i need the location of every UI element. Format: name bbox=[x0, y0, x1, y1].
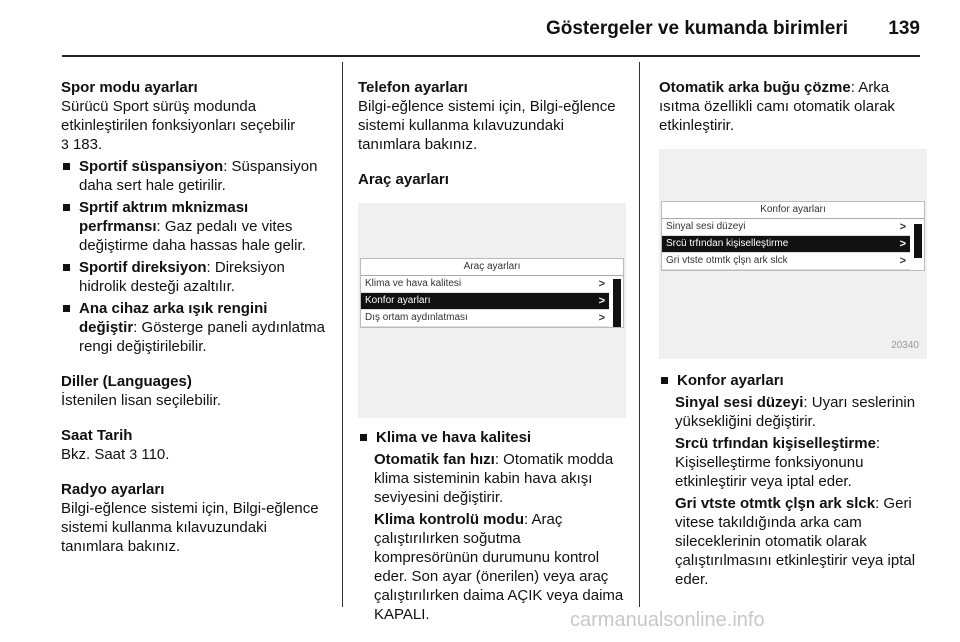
bullet-item: Sportif süspansiyon: Süspansiyon daha sert hale getirilir. bbox=[61, 157, 326, 195]
section-title: Saat Tarih bbox=[61, 427, 133, 444]
menu-item[interactable]: Dış ortam aydınlatması > bbox=[361, 310, 609, 327]
column-middle bbox=[358, 78, 626, 624]
section-text: Otomatik arka buğu çözme: Arka ısıtma özellikli camı otomatik olarak etkinleştirir. bbox=[659, 79, 895, 134]
chevron-right-icon: > bbox=[598, 278, 605, 290]
bullet-item: Konfor ayarları bbox=[659, 371, 927, 390]
menu-item[interactable]: Gri vtste otmtk çlşn ark slck > bbox=[662, 253, 910, 270]
section-text: Bilgi-eğlence sistemi için, Bilgi-eğlence sistemi kullanma kılavuzundaki tanımlara bakınız. bbox=[358, 98, 616, 153]
screen-illustration bbox=[659, 149, 927, 359]
menu-item[interactable]: Klima ve hava kalitesi > bbox=[361, 276, 609, 293]
bullet-item: Sportif direksiyon: Direksiyon hidrolik desteği azaltılır. bbox=[61, 258, 326, 296]
page-header-title: Göstergeler ve kumanda birimleri bbox=[545, 18, 848, 39]
menu-title: Araç ayarları bbox=[361, 259, 623, 276]
scrollbar[interactable] bbox=[914, 224, 922, 258]
settings-menu bbox=[661, 201, 925, 271]
detail-text: Srcü trfından kişiselleştirme: Kişiselleştirme fonksiyonunu etkinleştirir veya iptal eder. bbox=[675, 435, 881, 490]
detail-text: Klima kontrolü modu: Araç çalıştırılırken soğutma kompresörünün durumunu kontrol eder. Son ayar (önerilen) veya araç çalıştırılırken daima AÇIK veya daima KAPALI. bbox=[374, 511, 624, 623]
column-right bbox=[659, 78, 927, 589]
detail-text: Gri vtste otmtk çlşn ark slck: Geri vitese takıldığında arka cam sileceklerinin otomatik olarak çalıştırılmasını etkinleştirir veya iptal eder. bbox=[675, 495, 916, 588]
detail-text: Otomatik fan hızı: Otomatik modda klima sisteminin kabin hava akışı seviyesini değiştirir. bbox=[374, 451, 614, 506]
bullet-item: Klima ve hava kalitesi bbox=[358, 428, 626, 447]
reference-arrow-icon: 3 bbox=[61, 136, 69, 152]
bullet-item: Ana cihaz arka ışık rengini değiştir: Gösterge paneli aydınlatma rengi değiştirilebilir. bbox=[61, 299, 326, 356]
section-text: İstenilen lisan seçilebilir. bbox=[61, 392, 222, 409]
section-text: Bkz. Saat 3 110. bbox=[61, 446, 170, 463]
reference-arrow-icon: 3 bbox=[129, 446, 138, 462]
bullet-details bbox=[659, 393, 927, 589]
section-title: Telefon ayarları bbox=[358, 79, 468, 96]
chevron-right-icon: > bbox=[899, 221, 906, 233]
header-rule bbox=[62, 55, 920, 57]
menu-item[interactable]: Konfor ayarları > bbox=[361, 293, 609, 310]
settings-menu bbox=[360, 258, 624, 328]
scrollbar[interactable] bbox=[613, 279, 621, 327]
chevron-right-icon: > bbox=[598, 295, 605, 307]
bullet-item: Sprtif aktrım mknizması perfrmansı: Gaz pedalı ve vites değiştirme daha hassas hale gelir. bbox=[61, 198, 326, 255]
column-divider bbox=[342, 62, 343, 607]
column-left bbox=[61, 78, 326, 556]
section-title: Radyo ayarları bbox=[61, 481, 165, 498]
page-number: 139 bbox=[888, 18, 920, 39]
watermark: carmanualsonline.info bbox=[570, 609, 765, 631]
chevron-right-icon: > bbox=[899, 255, 906, 267]
menu-item[interactable]: Sinyal sesi düzeyi > bbox=[662, 219, 910, 236]
section-text: Bilgi-eğlence sistemi için, Bilgi-eğlence sistemi kullanma kılavuzundaki tanımlara bakınız. bbox=[61, 500, 319, 555]
menu-item[interactable]: Srcü trfından kişiselleştirme > bbox=[662, 236, 910, 253]
chevron-right-icon: > bbox=[899, 238, 906, 250]
chevron-right-icon: > bbox=[598, 312, 605, 324]
section-title: Araç ayarları bbox=[358, 171, 449, 188]
menu-title: Konfor ayarları bbox=[662, 202, 924, 219]
section-text: Sürücü Sport sürüş modunda etkinleştirilen fonksiyonları seçebilir 3 183. bbox=[61, 98, 296, 153]
bullet-details bbox=[358, 450, 626, 624]
section-title: Diller (Languages) bbox=[61, 373, 192, 390]
screen-illustration bbox=[358, 203, 626, 418]
section-title: Spor modu ayarları bbox=[61, 79, 198, 96]
image-number: 20340 bbox=[891, 340, 919, 351]
detail-text: Sinyal sesi düzeyi: Uyarı seslerinin yüksekliğini değiştirir. bbox=[675, 394, 916, 430]
column-divider bbox=[639, 62, 640, 607]
